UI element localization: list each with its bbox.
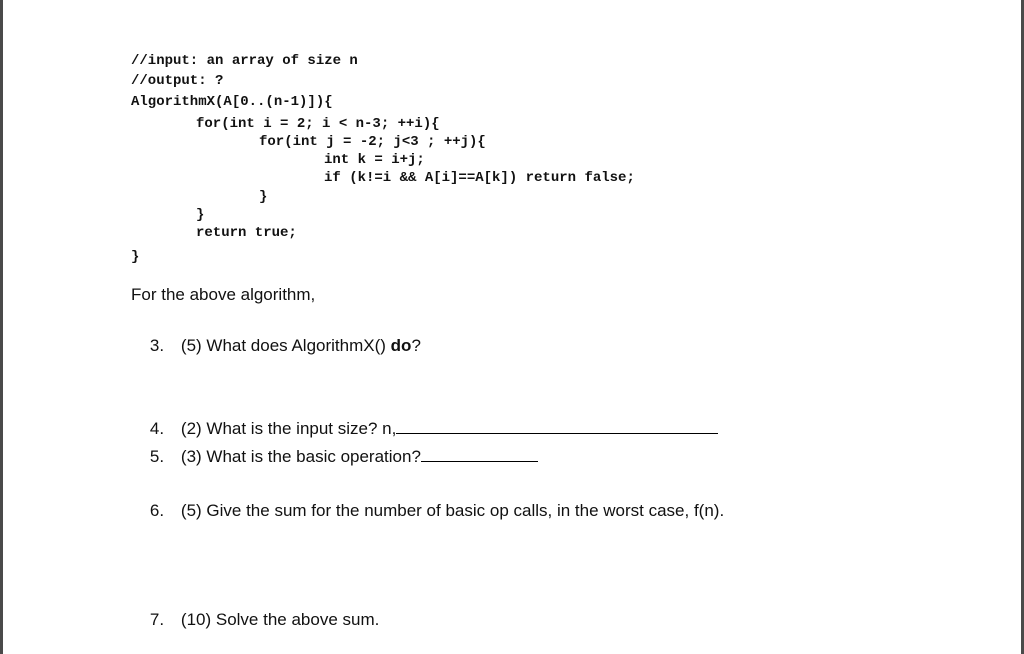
- questions-intro: For the above algorithm,: [131, 285, 316, 304]
- question-number: 5.: [149, 447, 165, 466]
- question-text: (5) Give the sum for the number of basic op calls, in the worst case, f(n).: [180, 501, 725, 520]
- code-comment-input: //input: an array of size n: [131, 53, 358, 69]
- code-function-close: }: [131, 249, 140, 265]
- question-text: (2) What is the input size? n,: [180, 419, 397, 438]
- code-inner-loop: for(int j = -2; j<3 ; ++j){: [259, 134, 486, 150]
- question-number: 4.: [149, 419, 165, 438]
- answer-blank[interactable]: [421, 445, 538, 462]
- code-inner-close: }: [259, 189, 268, 205]
- question-number: 7.: [149, 610, 165, 629]
- question-3: [131, 313, 421, 379]
- code-assign-k: int k = i+j;: [324, 152, 425, 168]
- question-text: (3) What is the basic operation?: [180, 447, 421, 466]
- question-emphasis: do: [390, 336, 412, 355]
- code-return-true: return true;: [196, 225, 297, 241]
- code-outer-loop: for(int i = 2; i < n-3; ++i){: [196, 116, 440, 132]
- question-text: (5) What does AlgorithmX(): [180, 336, 391, 355]
- question-7: [131, 587, 379, 653]
- code-outer-close: }: [196, 207, 205, 223]
- question-number: 3.: [149, 336, 165, 355]
- code-if-statement: if (k!=i && A[i]==A[k]) return false;: [324, 170, 635, 186]
- question-tail: ?: [411, 336, 421, 355]
- left-border: [0, 0, 3, 654]
- code-comment-output: //output: ?: [131, 73, 224, 89]
- code-function-signature: AlgorithmX(A[0..(n-1)]){: [131, 94, 333, 110]
- question-6: [131, 478, 724, 544]
- question-text: (10) Solve the above sum.: [180, 610, 380, 629]
- question-number: 6.: [149, 501, 165, 520]
